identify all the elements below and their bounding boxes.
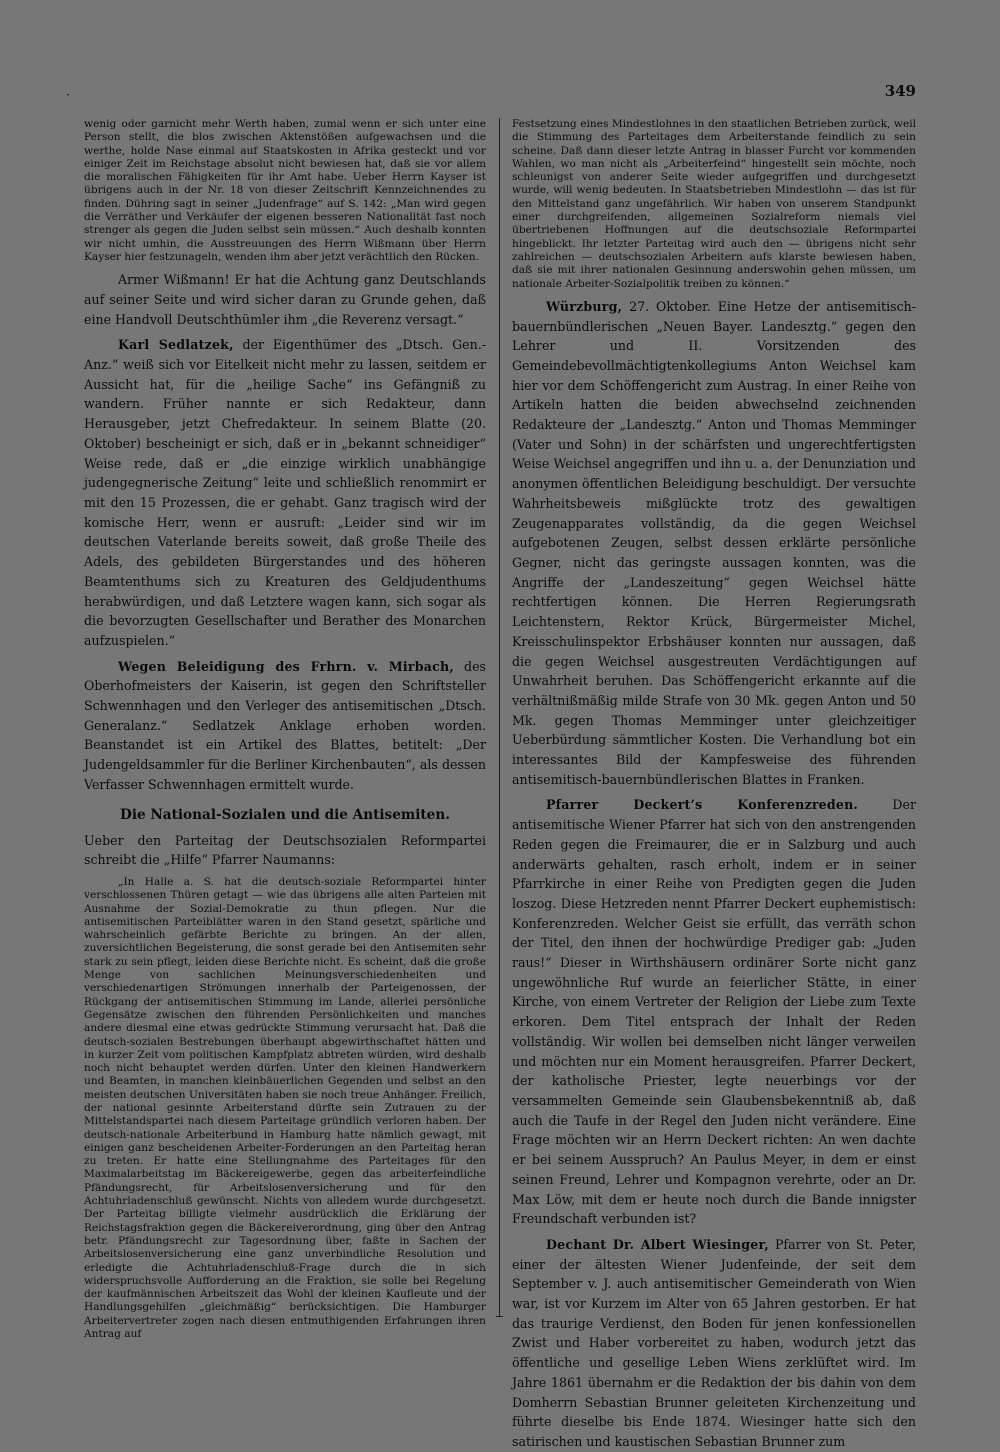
article-headline: Dechant Dr. Albert Wiesinger, — [546, 1236, 769, 1252]
article-paragraph — [84, 657, 486, 795]
article-paragraph — [84, 118, 486, 264]
article-text: Festsetzung eines Mindestlohnes in den staatlichen Betrieben zurück, weil die Stimmung des Parteitages dem Arbeiterstande feindlich zu sein scheine. Daß dann dieser letzte Antrag in blasser Furcht vor kommenden Wahlen, wo man nicht als „Arbeiterfeind“ hingestellt sein möchte, noch schleunigst von anderer Seite wieder aufgegriffen und durchgesetzt wurde, will wenig bedeuten. In Staatsbetrieben Mindestlohn — das ist für den Mittelstand ganz ungefährlich. Wir haben von unserem Standpunkt einer durchgreifenden, allgemeinen Sozialreform niemals viel übertriebenen Hoffnungen auf die deutschsoziale Reformpartei hingeblickt. Ihr letzter Parteitag wird auch den — übrigens nicht sehr zahlreichen — deutschsozialen Arbeitern aufs klarste bewiesen haben, daß sie mit ihrer nationalen Gesinnung anderswohin gehen müssen, um nationale Arbeiter-Sozialpolitik treiben zu können.“ — [512, 118, 916, 290]
page-mark: · — [66, 88, 70, 102]
page-number: 349 — [884, 82, 916, 100]
article-paragraph — [512, 297, 916, 790]
paragraph-gap — [84, 795, 486, 805]
article-text: der Eigenthümer des „Dtsch. Gen.-Anz.“ weiß sich vor Eitelkeit nicht mehr zu lassen, seitdem er Aussicht hat, für die „heilige Sache“ ins Gefängniß zu wandern. Früher nannte er sich Redakteur, dann Herausgeber, jetzt Chefredakteur. In seinem Blatte (20. Oktober) bescheinigt er sich, daß er in „bekannt schneidiger“ Weise rede, daß er „die einzige wirklich unabhängige judengegnerische Zeitung“ leite und schließlich renommirt er mit den 15 Prozessen, die er gehabt. Ganz tragisch wird der komische Herr, wenn er ausruft: „Leider sind wir im deutschen Vaterlande bereits soweit, daß große Theile des Adels, des gebildeten Bürgerstandes und des höheren Beamtenthums sich zu Kreaturen des Geldjudenthums herabwürdigen, und daß Letztere wagen kann, sich sogar als die bevorzugten Gesellschafter und Berather des Monarchen aufzuspielen.“ — [84, 337, 486, 648]
article-text: des Oberhofmeisters der Kaiserin, ist gegen den Schriftsteller Schwennhagen und den Verleger des antisemitischen „Dtsch. Generalanz.“ Sedlatzek Anklage erhoben worden. Beanstandet ist ein Artikel des Blattes, betitelt: „Der Judengeldsammler für die Berliner Kirchenbauten“, als dessen Verfasser Schwennhagen ermittelt wurde. — [84, 658, 486, 792]
column-divider-foot — [496, 1316, 503, 1317]
article-paragraph — [512, 1235, 916, 1452]
article-paragraph — [84, 335, 486, 650]
article-paragraph — [512, 795, 916, 1228]
article-text: 27. Oktober. Eine Hetze der antisemitisch-bauernbündlerischen „Neuen Bayer. Landesztg.“ gegen den Lehrer und II. Vorsitzenden des Gemeindebevollmächtigtenkollegiums Anton Weichsel kam hier vor dem Schöffengericht zum Austrag. In einer Reihe von Artikeln hatten die beiden abwechselnd zeichnenden Redakteure der „Landesztg.“ Anton und Thomas Memminger (Vater und Sohn) in der schärfsten und ungerechtfertigsten Weise Weichsel angegriffen und ihn u. a. der Denunziation und anonymen öffentlichen Beleidigung beschuldigt. Der versuchte Wahrheitsbeweis mißglückte trotz des gewaltigen Zeugenapparates vollständig, da die gegen Weichsel aufgebotenen Zeugen, selbst dessen erklärte persönliche Gegner, nicht das geringste aussagen konnten, was die Angriffe der „Landeszeitung“ gegen Weichsel hätte rechtfertigen können. Die Herren Regierungsrath Leichtenstern, Rektor Krück, Bürgermeister Michel, Kreisschulinspektor Erbshäuser konnten nur aussagen, daß die gegen Weichsel ausgestreuten Verdächtigungen auf Unwahrheit beruhen. Das Schöffengericht erkannte auf die verhältnißmäßig milde Strafe von 30 Mk. gegen Anton und 50 Mk. gegen Thomas Memminger unter gleichzeitiger Ueberbürdung sämmtlicher Kosten. Die Verhandlung bot ein interessantes Bild der Kampfesweise des führenden antisemitisch-bauernbündlerischen Blattes in Franken. — [512, 298, 916, 787]
article-text: Armer Wißmann! Er hat die Achtung ganz Deutschlands auf seiner Seite und wird sicher daran zu Grunde gehen, daß eine Handvoll Deutschthümler ihm „die Reverenz versagt.“ — [84, 272, 486, 327]
article-text: wenig oder garnicht mehr Werth haben, zumal wenn er sich unter eine Person stellt, die blos zwischen Aktenstößen aufgewachsen und die werthe, holde Nase einmal auf Staatskosten in Afrika gesteckt und vor einiger Zeit im Reichstage absolut nicht bewiesen hat, daß sie vor allem die moralischen Fähigkeiten für ihr Amt habe. Ueber Herrn Kayser ist übrigens auch in der Nr. 18 von dieser Zeitschrift Kennzeichnendes zu finden. Dühring sagt in seiner „Judenfrage“ auf S. 142: „Man wird gegen die Verräther und Verkäufer der eigenen besseren Nationalität fast noch strenger als gegen die Juden selbst sein müssen.“ Auch deshalb konnten wir nicht umhin, die Ausstreuungen des Herrn Wißmann über Herrn Kayser hier festzunageln, wenden ihm aber jetzt verächtlich den Rücken. — [84, 118, 486, 263]
article-headline: Wegen Beleidigung des Frhrn. v. Mirbach, — [118, 658, 454, 674]
article-paragraph — [512, 118, 916, 291]
article-headline: Karl Sedlatzek, — [118, 337, 234, 353]
left-column — [84, 118, 486, 1341]
article-headline: Würzburg, — [546, 298, 623, 314]
article-text: Der antisemitische Wiener Pfarrer hat sich von den anstrengenden Reden gegen die Freimaurer, die er in Salzburg und auch anderwärts gehalten, rasch erholt, indem er in seiner Pfarrkirche in einer Reihe von Predigten gegen die Juden loszog. Diese Hetzreden nennt Pfarrer Deckert euphemistisch: Konferenzreden. Welcher Geist sie erfüllt, das verräth schon der Titel, den ihnen der hochwürdige Prediger gab: „Juden raus!“ Dieser in Wirthshäusern ordinärer Sorte nicht ganz ungewöhnliche Ruf wurde an feierlicher Stätte, in einer Kirche, von einem Vertreter der Religion der Liebe zum Texte erkoren. Dem Titel entsprach der Inhalt der Reden vollständig. Wir wollen bei demselben nicht länger verweilen und möchten nur ein Moment herausgreifen. Pfarrer Deckert, der katholische Priester, legte neuerbings vor der versammelten Gemeinde sein Glaubensbekenntniß ab, daß auch die Taufe in der Regel den Juden nicht verändere. Eine Frage möchten wir an Herrn Deckert richten: An wen dachte er bei seinem Ausspruch? An Paulus Meyer, in dem er einst seinen Freund, Lehrer und Kompagnon verehrte, oder an Dr. Max Löw, mit dem er heute noch durch die Bande innigster Freundschaft verbunden ist? — [512, 797, 917, 1227]
article-paragraph — [84, 270, 486, 329]
section-heading — [84, 805, 486, 825]
article-headline: Pfarrer Deckert’s Konferenzreden. — [546, 797, 859, 813]
column-divider — [499, 118, 500, 1317]
article-text: Pfarrer von St. Peter, einer der ältesten Wiener Judenfeinde, der seit dem September v. J. auch antisemitischer Gemeinderath von Wien war, ist vor Kurzem im Alter von 65 Jahren gestorben. Er hat das traurige Verdienst, den Boden für jenen konfessionellen Zwist und Haber vorbereitet zu haben, wodurch jetzt das öffentliche und gesellige Leben Wiens zerklüftet wird. Im Jahre 1861 übernahm er die Redaktion der bis dahin von dem Domherrn Sebastian Brunner geleiteten Kirchenzeitung und führte dieselbe bis Ende 1874. Wiesinger hatte sich den satirischen und kaustischen Sebastian Brunner zum — [512, 1236, 916, 1449]
right-column — [512, 118, 917, 1449]
article-paragraph — [84, 876, 486, 1341]
article-text: Die National-Sozialen und die Antisemiten. — [120, 806, 450, 823]
article-text: „In Halle a. S. hat die deutsch-soziale Reformpartei hinter verschlossenen Thüren getagt — wie das übrigens alle alten Parteien mit Ausnahme der Sozial-Demokratie zu thun pflegen. Nur die antisemitischen Parteiblätter waren in den Stand gesetzt, spärliche und wahrscheinlich gefärbte Berichte zu bringen. An der allen, zuversichtlichen Begeisterung, die sonst gerade bei den Antisemiten sehr stark zu sein pflegt, leiden diese Berichte nicht. Es scheint, daß die große Menge von sachlichen Meinungsverschiedenheiten und verschiedenartigen Strömungen innerhalb der Parteigenossen, der Rückgang der antisemitischen Stimmung im Lande, allerlei persönliche Gegensätze zwischen den führenden Persönlichkeiten und manches andere diesmal eine etwas gedrückte Stimmung verursacht hat. Daß die deutsch-sozialen Bestrebungen überhaupt abgewirthschaftet hätten und in kurzer Zeit vom politischen Kampfplatz abtreten würden, wird deshalb noch nicht behauptet werden dürfen. Unter den kleinen Handwerkern und Beamten, in manchen kleinbäuerlichen Gegenden und selbst an den meisten deutschen Universitäten haben sie noch treue Anhänger. Freilich, der national gesinnte Arbeiterstand dürfte sein Zutrauen zu der Mittelstandspartei nach diesem Parteitage gründlich verloren haben. Der deutsch-nationale Arbeiterbund in Hamburg hatte nämlich gewagt, mit einigen ganz bescheidenen Arbeiter-Forderungen an den Parteitag heran zu treten. Er hatte eine Stellungnahme des Parteitages für den Maximalarbeitstag im Bäckereigewerbe, gegen das arbeiterfeindliche Pfändungsrecht, für Arbeitslosenversicherung und für den Achtuhrladenschluß gewünscht. Nichts von alledem wurde durchgesetzt. Der Parteitag billigte vielmehr ausdrücklich die Erklärung der Reichstagsfraktion gegen die Bäckereiverordnung, ging über den Antrag betr. Pfändungsrecht zur Tagesordnung über, faßte in Sachen der Arbeitslosenversicherung eine ganz unverbindliche Resolution und erledigte die Achtuhrladenschluß-Frage durch die in sich widerspruchsvolle Aufforderung an die Fraktion, sie solle bei Regelung der kaufmännischen Arbeitszeit das Wohl der kleinen Kaufleute und der Handlungsgehilfen „gleichmäßig“ berücksichtigen. Die Hamburger Arbeitervertreter zogen nach diesen entmuthigenden Erfahrungen ihren Antrag auf — [84, 875, 486, 1341]
article-text: Ueber den Parteitag der Deutschsozialen Reformpartei schreibt die „Hilfe“ Pfarrer Naumanns: — [84, 832, 486, 868]
article-paragraph — [84, 831, 486, 870]
